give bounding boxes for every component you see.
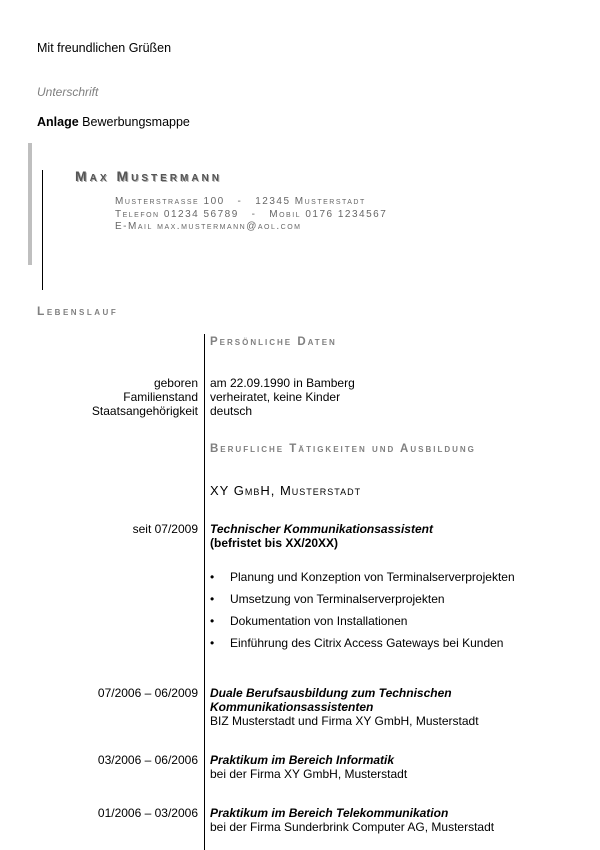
- entry-detail: bei der Firma Sunderbrink Computer AG, Musterstadt: [210, 820, 495, 834]
- value-nationality: deutsch: [210, 404, 253, 418]
- label-nationality: Staatsangehörigkeit: [91, 404, 198, 418]
- header-divider-line: [42, 170, 43, 290]
- entry-title: Praktikum im Bereich Informatik: [210, 753, 395, 767]
- personal-labels: [92, 376, 198, 418]
- entry-date: 03/2006 – 06/2006: [97, 753, 198, 767]
- entry-detail: BIZ Musterstadt und Firma XY GmbH, Musterstadt: [210, 714, 479, 728]
- entry-apprenticeship: [210, 686, 479, 728]
- enclosure-text: Bewerbungsmappe: [82, 115, 190, 129]
- entry-detail: bei der Firma XY GmbH, Musterstadt: [210, 767, 408, 781]
- task-list: [210, 570, 515, 658]
- closing-greeting: Mit freundlichen Grüßen: [37, 41, 172, 55]
- company-heading: XY GmbH, Musterstadt: [210, 483, 362, 498]
- cv-vertical-rule: [204, 334, 205, 850]
- value-marital-status: verheiratet, keine Kinder: [210, 390, 341, 404]
- current-subtitle: (befristet bis XX/20XX): [210, 536, 339, 550]
- career-heading: Berufliche Tätigkeiten und Ausbildung: [210, 443, 476, 455]
- task-item: • Planung und Konzeption von Terminalserverprojekten: [210, 570, 515, 592]
- entry-internship-it: [210, 753, 407, 781]
- header-accent-bar: [28, 143, 32, 265]
- current-date: seit 07/2009: [132, 522, 198, 536]
- enclosure-line: [37, 115, 190, 129]
- contact-block: [115, 196, 387, 234]
- address-line: Musterstrasse 100 - 12345 Musterstadt: [115, 196, 366, 207]
- cv-title: Lebenslauf: [37, 304, 119, 318]
- label-born: geboren: [153, 376, 198, 390]
- phone-line: Telefon 01234 56789 - Mobil 0176 1234567: [115, 208, 388, 220]
- personal-values: [210, 376, 355, 418]
- value-born: am 22.09.1990 in Bamberg: [210, 376, 355, 390]
- applicant-name: Max Mustermann: [75, 168, 222, 184]
- task-item: • Dokumentation von Installationen: [210, 614, 515, 636]
- task-item: • Umsetzung von Terminalserverprojekten: [210, 592, 515, 614]
- task-item: • Einführung des Citrix Access Gateways bei Kunden: [210, 636, 515, 658]
- current-title: Technischer Kommunikationsassistent: [210, 522, 433, 536]
- signature-placeholder: Unterschrift: [37, 85, 99, 99]
- label-marital-status: Familienstand: [123, 390, 198, 404]
- entry-internship-telecom: [210, 806, 494, 834]
- entry-title-cont: Kommunikationsassistenten: [210, 700, 374, 714]
- email-line: E-Mail max.mustermann@aol.com: [115, 221, 302, 232]
- personal-data-heading: Persönliche Daten: [210, 336, 337, 348]
- entry-title: Praktikum im Bereich Telekommunikation: [210, 806, 449, 820]
- entry-title: Duale Berufsausbildung zum Technischen: [210, 686, 452, 700]
- entry-date: 01/2006 – 03/2006: [97, 806, 198, 820]
- current-position: [210, 522, 433, 550]
- enclosure-label: Anlage: [37, 115, 79, 129]
- entry-date: 07/2006 – 06/2009: [97, 686, 198, 700]
